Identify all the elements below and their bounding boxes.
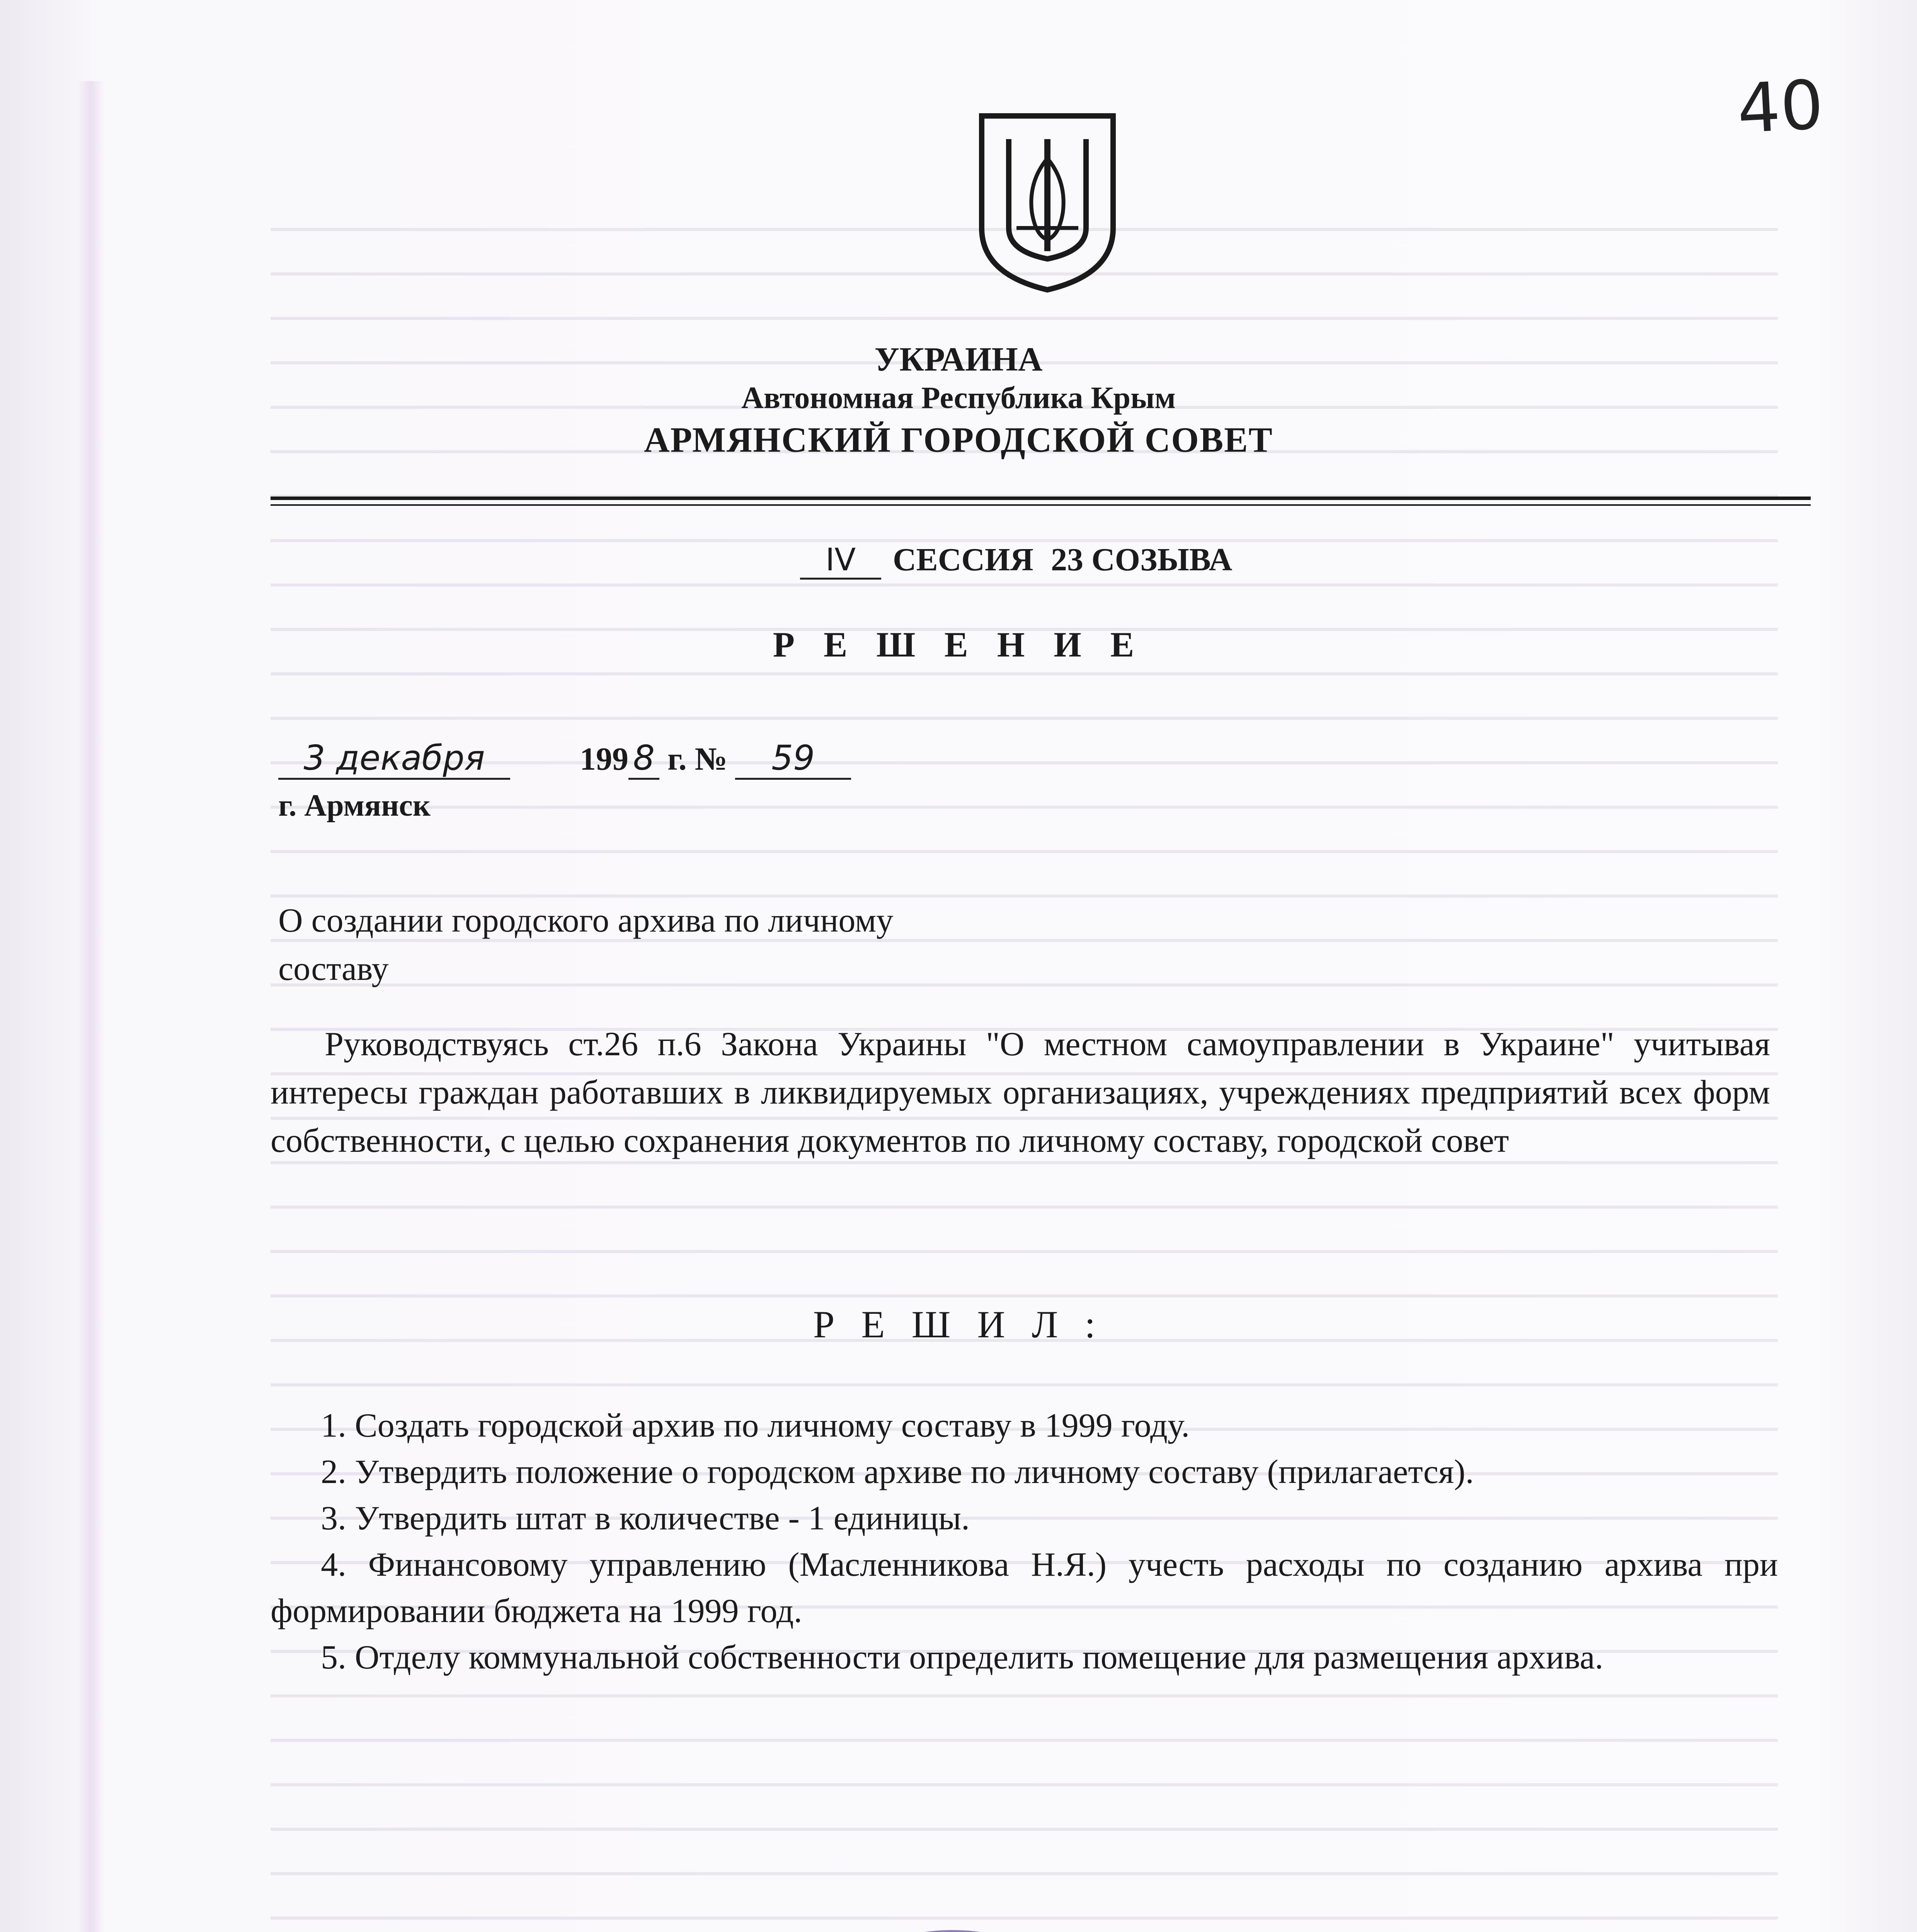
session-line — [800, 541, 1232, 580]
council-name: АРМЯНСКИЙ ГОРОДСКОЙ СОВЕТ — [644, 420, 1273, 459]
header-divider-thin — [271, 504, 1811, 506]
date-year-suffix: 8 — [628, 738, 659, 780]
convocation: 23 СОЗЫВА — [1051, 542, 1233, 578]
document-type: Р Е Ш Е Н И Е — [773, 625, 1144, 664]
republic-name: Автономная Республика Крым — [741, 381, 1176, 415]
decision-items — [271, 1403, 1778, 1681]
list-item: 2. Утвердить положение о городском архиве по личному составу (прилагается). — [321, 1453, 1474, 1491]
decision-number: 59 — [735, 738, 851, 780]
date-year-prefix: 199 — [580, 741, 628, 777]
resolved-heading: Р Е Ш И Л : — [813, 1303, 1104, 1346]
date-line — [278, 738, 851, 780]
preamble: Руководствуясь ст.26 п.6 Закона Украины "О местном самоуправлении в Украине" учитывая интересы граждан работавших в ликвидируемых организациях, учреждениях предприятий всех форм собственности, с целью сохранения документов по личному составу, городской совет — [271, 1026, 1770, 1160]
decision-subject: О создании городского архива по личному составу — [278, 902, 894, 988]
city: г. Армянск — [278, 789, 431, 823]
list-item: 3. Утвердить штат в количестве - 1 единицы. — [321, 1500, 970, 1537]
date-day-month: 3 декабря — [278, 738, 510, 780]
coat-of-arms-icon — [974, 112, 1121, 294]
country-name: УКРАИНА — [874, 341, 1043, 378]
sheet-number: 40 — [1735, 66, 1825, 149]
session-label: СЕССИЯ — [893, 542, 1034, 578]
official-seal-icon — [736, 1917, 1169, 1932]
list-item: 5. Отделу коммунальной собственности определить помещение для размещения архива. — [321, 1639, 1604, 1676]
number-label: № — [695, 741, 728, 777]
list-item: 1. Создать городской архив по личному составу в 1999 году. — [321, 1407, 1190, 1444]
list-item: 4. Финансовому управлению (Масленникова Н.Я.) учесть расходы по созданию архива при формировании бюджета на 1999 год. — [271, 1546, 1778, 1630]
header-divider — [271, 497, 1811, 500]
date-year-label: г. — [667, 741, 687, 777]
session-number: IV — [800, 542, 881, 580]
